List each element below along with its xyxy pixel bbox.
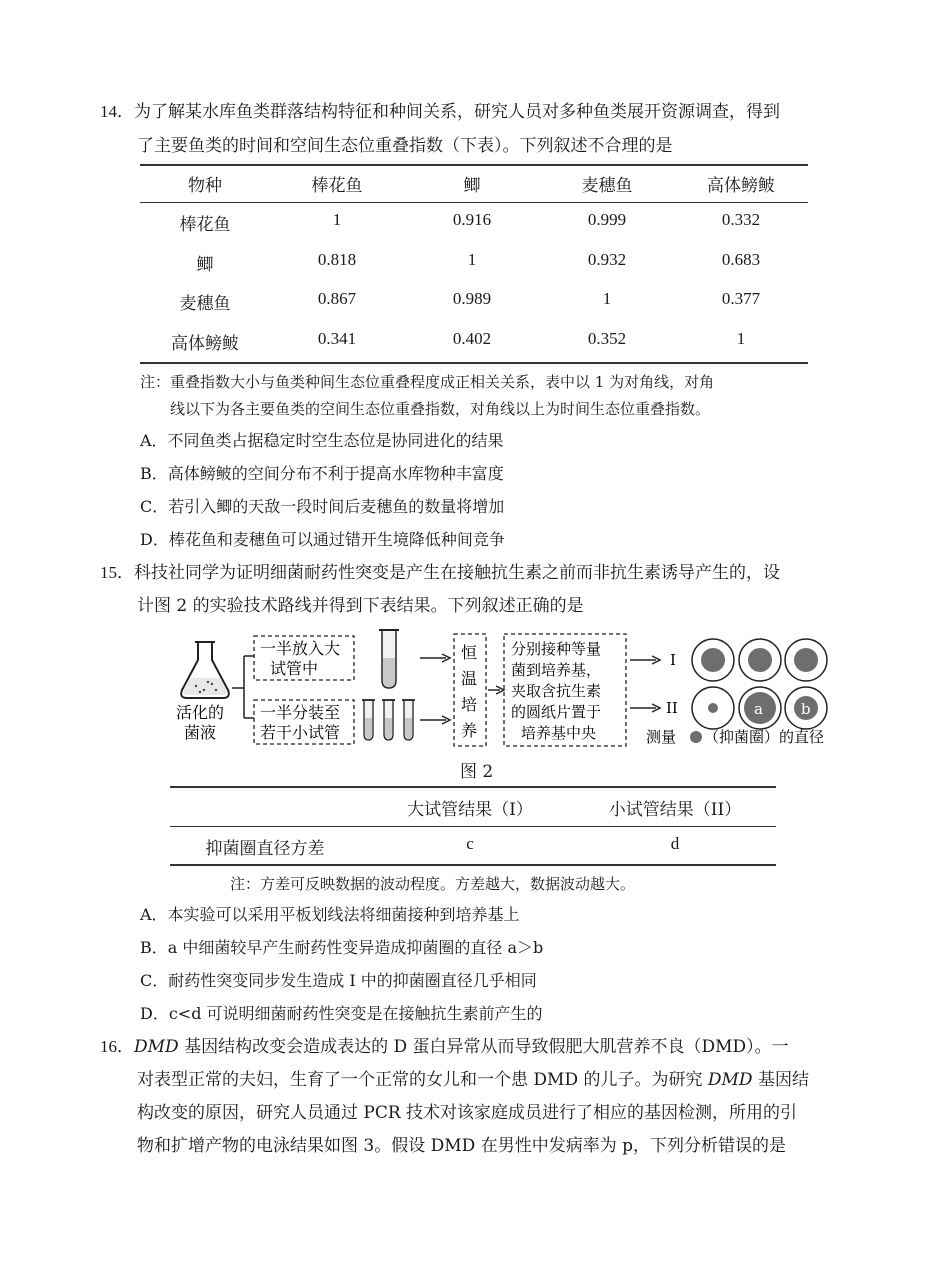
q16-number: 16． xyxy=(100,1037,134,1056)
table-cell: 0.818 xyxy=(317,250,357,269)
flask-label-2: 菌液 xyxy=(184,723,217,742)
incubate-char-4: 养 xyxy=(461,721,478,740)
table-cell: 棒花鱼 xyxy=(179,215,231,235)
q14-header-col1: 棒花鱼 xyxy=(311,176,363,196)
q15-stem-line2: 计图 2 的实验技术路线并得到下表结果。下列叙述正确的是 xyxy=(137,596,584,616)
dish-a-label: a xyxy=(754,700,763,718)
procedure-line-4: 的圆纸片置于 xyxy=(511,703,602,721)
table-cell: 0.932 xyxy=(587,250,627,269)
petri-dish-icon xyxy=(692,639,734,681)
split-bracket xyxy=(232,656,254,718)
q14-number: 14． xyxy=(100,102,134,121)
q14-note-line1: 注：重叠指数大小与鱼类种间生态位重叠程度成正相关关系，表中以 1 为对角线，对角 xyxy=(140,373,715,391)
q14-header-species: 物种 xyxy=(188,176,222,196)
q15-option-c[interactable]: C．耐药性突变同步发生造成 I 中的抑菌圈直径几乎相同 xyxy=(140,971,537,990)
box2-line2: 若干小试管 xyxy=(260,723,341,742)
procedure-line-3: 夹取含抗生素 xyxy=(511,682,602,700)
incubate-char-3: 培 xyxy=(461,695,478,714)
q14-table-bottom-rule xyxy=(140,362,808,364)
q15-table-top-rule xyxy=(170,786,776,788)
q14-option-c[interactable]: C．若引入鲫的天敌一段时间后麦穗鱼的数量将增加 xyxy=(140,497,505,516)
box2-line1: 一半分装至 xyxy=(260,703,341,722)
arrow-icon xyxy=(488,686,504,694)
q16-stem-line4: 物和扩增产物的电泳结果如图 3。假设 DMD 在男性中发病率为 p，下列分析错误的是 xyxy=(137,1136,786,1156)
procedure-line-2: 菌到培养基， xyxy=(511,661,602,679)
q14-stem-line1 xyxy=(100,100,780,124)
q14-option-d[interactable]: D．棒花鱼和麦穗鱼可以通过错开生境降低种间竞争 xyxy=(140,530,505,549)
table-cell: 1 xyxy=(602,289,612,308)
petri-dish-icon xyxy=(692,687,734,729)
arrow-icon xyxy=(420,654,450,724)
procedure-line-1: 分别接种等量 xyxy=(511,640,602,658)
arrow-icon xyxy=(630,656,660,712)
table-cell: 0.377 xyxy=(721,289,761,308)
flask-label-1: 活化的 xyxy=(176,703,225,722)
q14-stem-line2: 了主要鱼类的时间和空间生态位重叠指数（下表）。下列叙述不合理的是 xyxy=(137,136,673,156)
incubate-char-1: 恒 xyxy=(461,643,478,662)
table-cell: 0.332 xyxy=(721,210,761,229)
q15-option-d[interactable]: D．c<d 可说明细菌耐药性突变是在接触抗生素前产生的 xyxy=(140,1004,543,1023)
measure-prefix: 测量 xyxy=(646,728,677,746)
q14-note-line2: 线以下为各主要鱼类的空间生态位重叠指数，对角线以上为时间生态位重叠指数。 xyxy=(170,400,711,418)
procedure-line-5: 培养基中央 xyxy=(521,724,597,742)
q16-stem-line1 xyxy=(100,1035,789,1059)
box1-line2: 试管中 xyxy=(270,659,319,678)
q15-number: 15． xyxy=(100,563,134,582)
q14-stem-text-1: 为了解某水库鱼类群落结构特征和种间关系，研究人员对多种鱼类展开资源调查，得到 xyxy=(134,102,780,122)
q15-option-b[interactable]: B．a 中细菌较早产生耐药性变异造成抑菌圈的直径 a＞b xyxy=(140,938,544,957)
q16-stem-line3: 构改变的原因，研究人员通过 PCR 技术对该家庭成员进行了相应的基因检测，所用的引 xyxy=(137,1103,798,1123)
q14-option-a[interactable]: A．不同鱼类占据稳定时空生态位是协同进化的结果 xyxy=(140,431,504,450)
flask-icon xyxy=(181,642,229,698)
q16-gene-name: DMD xyxy=(134,1037,179,1057)
table-cell: 0.999 xyxy=(587,210,627,229)
q14-table-top-rule xyxy=(140,164,808,166)
inhibition-zone-legend-icon xyxy=(690,731,702,743)
table-cell: 0.989 xyxy=(452,289,492,308)
q15-note: 注：方差可反映数据的波动程度。方差越大，数据波动越大。 xyxy=(230,875,636,893)
table-cell: 鲫 xyxy=(196,255,214,275)
q15-header-small-tube: 小试管结果（II） xyxy=(608,800,742,820)
figure-2-diagram xyxy=(170,628,850,758)
row2-label: II xyxy=(666,699,678,717)
q14-option-b[interactable]: B．高体鳑鲏的空间分布不利于提高水库物种丰富度 xyxy=(140,464,504,483)
table-cell: 1 xyxy=(736,329,746,348)
table-cell: 高体鳑鲏 xyxy=(171,334,239,354)
table-cell: 0.867 xyxy=(317,289,357,308)
measure-suffix: （抑菌圈）的直径 xyxy=(704,728,825,746)
q14-header-col2: 鲫 xyxy=(463,176,481,196)
table-cell: 0.352 xyxy=(587,329,627,348)
q14-header-col4: 高体鳑鲏 xyxy=(707,176,775,196)
q15-stem-text-1: 科技社同学为证明细菌耐药性突变是产生在接触抗生素之前而非抗生素诱导产生的，设 xyxy=(134,563,780,583)
figure-2-caption: 图 2 xyxy=(460,762,494,782)
q16-stem-line2 xyxy=(137,1068,809,1092)
row1-label: I xyxy=(670,651,676,669)
table-cell: 1 xyxy=(467,250,477,269)
table-cell: 0.341 xyxy=(317,329,357,348)
q15-option-a[interactable]: A．本实验可以采用平板划线法将细菌接种到培养基上 xyxy=(140,905,520,924)
q15-value-d: d xyxy=(670,834,680,853)
box1-line1: 一半放入大 xyxy=(260,639,341,658)
table-cell: 0.916 xyxy=(452,210,492,229)
q15-stem-line1 xyxy=(100,561,780,585)
petri-dish-icon xyxy=(785,639,827,681)
large-test-tube-icon xyxy=(379,630,399,688)
q15-value-c: c xyxy=(466,834,474,853)
table-cell: 0.683 xyxy=(721,250,761,269)
q14-table-header-rule xyxy=(140,202,808,203)
q16-stem-text-1: 基因结构改变会造成表达的 D 蛋白异常从而导致假肥大肌营养不良（DMD）。一 xyxy=(178,1037,789,1057)
table-cell: 麦穗鱼 xyxy=(179,294,231,314)
dish-b-label: b xyxy=(801,700,811,718)
q15-header-large-tube: 大试管结果（I） xyxy=(407,800,533,820)
table-cell: 1 xyxy=(332,210,342,229)
q16-stem-text-2-end: 基因结 xyxy=(752,1070,809,1090)
q16-gene-name-2: DMD xyxy=(707,1070,753,1090)
small-test-tubes-icon xyxy=(362,700,415,740)
q15-table-bottom-rule xyxy=(170,864,776,866)
incubate-char-2: 温 xyxy=(461,669,478,688)
q15-row-label: 抑菌圈直径方差 xyxy=(205,839,325,859)
table-cell: 0.402 xyxy=(452,329,492,348)
q14-header-col3: 麦穗鱼 xyxy=(581,176,633,196)
q16-stem-text-2: 对表型正常的夫妇，生育了一个正常的女儿和一个患 DMD 的儿子。为研究 xyxy=(137,1070,708,1090)
q15-table-header-rule xyxy=(170,826,776,827)
petri-dish-icon xyxy=(739,639,781,681)
